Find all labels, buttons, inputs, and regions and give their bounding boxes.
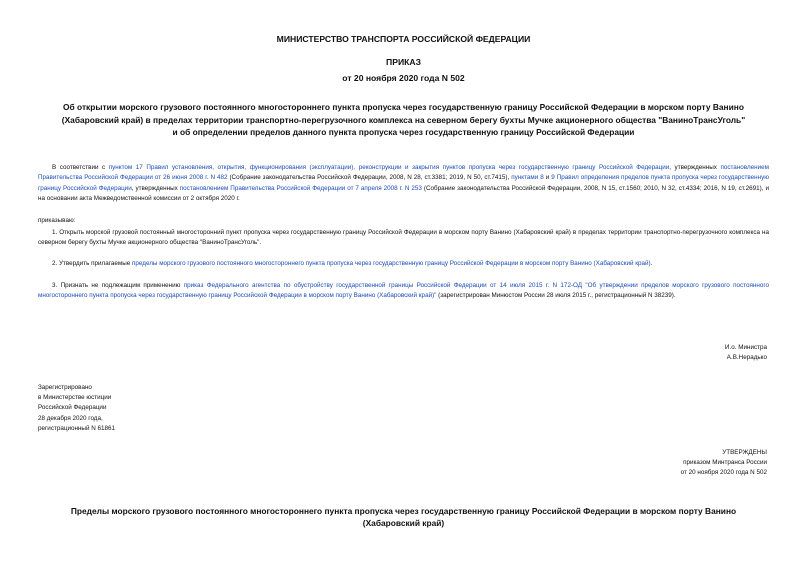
preamble-text: В соответствии с [52, 164, 109, 171]
order-item-3 [38, 281, 769, 302]
link-port-limits[interactable]: пределы морского грузового постоянного многостороннего пункта пропуска через государственную границу Российской Федерации в морском порту Ванино (Хабаровский край) [132, 260, 651, 267]
order-item-1 [38, 228, 769, 249]
order-item-1-text: 1. Открыть морской грузовой постоянный многосторонний пункт пропуска через государственную границу Российской Федерации в морском порту Ванино (Хабаровский край) в пределах территории транспортно-перегрузочного комплекса на северном берегу бухты Мучке акционерного общества "ВаниноТрансУголь". [38, 229, 769, 247]
order-title [32, 101, 775, 139]
order-item-2-text: . [650, 260, 653, 267]
preamble-text: , утвержденных [131, 184, 180, 192]
order-item-3-text: (зарегистрирован Минюстом России 28 июля 2015 г., регистрационный N 38239). [436, 292, 676, 300]
approval-block [681, 448, 767, 479]
link-rules-point-9[interactable]: 9 Правил определения пределов пункта пропуска через государственную границу Российской Федерации [38, 174, 769, 192]
signature-line: И.о. Министра [724, 344, 767, 351]
orders-label: приказываю: [38, 217, 76, 224]
registration-line: в Министерстве юстиции [38, 394, 112, 402]
approval-line: УТВЕРЖДЕНЫ [722, 449, 767, 456]
registration-line: 28 декабря 2020 года, [38, 414, 103, 422]
link-rules-point-17[interactable]: пунктом 17 Правил установления, открытия, функционирования (эксплуатации), реконструкции и закрытия пунктов пропуска через государственную границу Российской Федерации [108, 164, 670, 171]
registration-block [38, 383, 115, 434]
order-title-line: (Хабаровский край) в пределах территории транспортно-перегрузочного комплекса на северном берегу бухты Мучке акционерного общества "ВаниноТрансУголь" [61, 114, 746, 125]
ministry-heading: МИНИСТЕРСТВО ТРАНСПОРТА РОССИЙСКОЙ ФЕДЕРАЦИИ [276, 34, 531, 44]
appendix-title-line: (Хабаровский край) [362, 518, 445, 528]
signature-line: А.В.Нерадько [726, 354, 767, 362]
registration-line: Зарегистрировано [38, 384, 92, 391]
link-decree-482[interactable]: постановлением Правительства Российской Федерации от 26 июня 2008 г. N 482 [38, 164, 769, 182]
link-decree-253[interactable]: постановлением Правительства Российской Федерации от 7 апреля 2008 г. N 253 [179, 184, 422, 192]
preamble-text: (Собрание законодательства Российской Федерации, 2008, N 28, ст.3381; 2019, N 50, ст.7415), [227, 174, 512, 182]
preamble-text: и [543, 174, 552, 182]
preamble-text: (Собрание законодательства Российской Федерации, 2008, N 15, ст.1560; 2010, N 32, ст.4334; 2016, N 19, ст.2691), и на основании акта Межведомственной комиссии от 2 октября 2020 г. [38, 184, 770, 203]
link-order-172-od[interactable]: приказ Федерального агентства по обустройству государственной границы Российской Федерации от 14 июля 2015 г. N 172-ОД "Об утверждении пределов морского грузового постоянного многостороннего пункта пропуска через государственную границу Российской Федерации в морском порту Ванино (Хабаровский край)" [38, 282, 769, 300]
preamble-text: , утвержденных [669, 164, 721, 171]
link-points-8[interactable]: пунктами 8 [511, 174, 544, 182]
document-type: ПРИКАЗ [386, 57, 421, 67]
order-item-2 [38, 259, 769, 269]
preamble-paragraph [38, 163, 769, 205]
approval-line: приказом Минтранса России [683, 459, 767, 467]
order-title-line: Об открытии морского грузового постоянного многостороннего пункта пропуска через государственную границу Российской Федерации в морском порту Ванино [63, 102, 744, 112]
appendix-title [40, 505, 767, 529]
document-date-number: от 20 ноября 2020 года N 502 [342, 73, 465, 83]
registration-line: Российской Федерации [38, 404, 107, 412]
order-title-line: и об определении пределов данного пункта пропуска через государственную границу Российской Федерации [172, 127, 635, 137]
order-item-2-text: 2. Утвердить прилагаемые [52, 260, 132, 267]
order-item-3-text: 3. Признать не подлежащим применению [52, 282, 184, 289]
signature-block [725, 343, 767, 363]
approval-line: от 20 ноября 2020 года N 502 [680, 469, 767, 477]
registration-line: регистрационный N 61861 [38, 424, 116, 432]
appendix-title-line: Пределы морского грузового постоянного многостороннего пункта пропуска через государственную границу Российской Федерации в морском порту Ванино [70, 506, 737, 516]
